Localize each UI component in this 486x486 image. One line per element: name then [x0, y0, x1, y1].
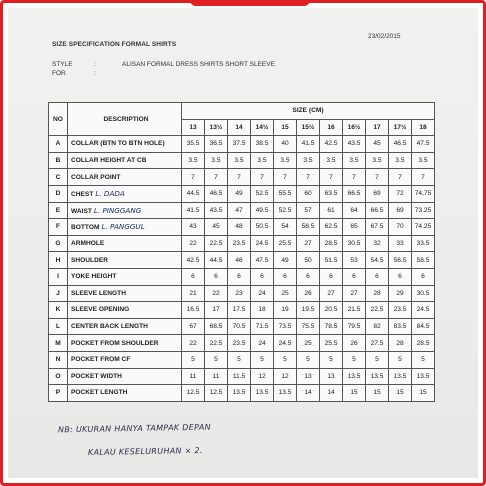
row-letter: M [49, 335, 68, 352]
size-value-cell: 53 [343, 252, 366, 269]
size-value-cell: 3.5 [228, 152, 251, 169]
size-value-cell: 27.5 [366, 335, 389, 352]
size-value-cell: 64 [343, 202, 366, 219]
row-letter: G [49, 235, 68, 252]
size-value-cell: 5 [205, 351, 228, 368]
size-value-cell: 7 [251, 169, 274, 186]
size-value-cell: 73.25 [412, 202, 435, 219]
for-label: FOR [52, 70, 66, 77]
size-value-cell: 46 [228, 252, 251, 269]
row-description [68, 268, 182, 285]
size-value-cell: 11 [205, 368, 228, 385]
row-description [68, 219, 182, 236]
size-value-cell: 22.5 [205, 335, 228, 352]
table-row [49, 152, 435, 169]
size-value-cell: 70 [389, 219, 412, 236]
size-value-cell: 6 [343, 268, 366, 285]
size-value-cell: 61 [320, 202, 343, 219]
row-description [68, 335, 182, 352]
size-value-cell: 11.5 [228, 368, 251, 385]
size-value-cell: 13.5 [366, 368, 389, 385]
size-value-cell: 7 [205, 169, 228, 186]
row-letter: E [49, 202, 68, 219]
for-row [52, 70, 122, 77]
size-value-cell: 19.5 [297, 302, 320, 319]
style-row [52, 61, 275, 68]
size-value-cell: 17 [205, 302, 228, 319]
size-value-cell: 13 [297, 368, 320, 385]
size-value-cell: 5 [297, 351, 320, 368]
size-value-cell: 23.5 [228, 335, 251, 352]
size-value-cell: 52.5 [274, 202, 297, 219]
size-value-cell: 24 [251, 285, 274, 302]
size-value-cell: 6 [251, 268, 274, 285]
size-value-cell: 6 [297, 268, 320, 285]
size-value-cell: 6 [228, 268, 251, 285]
size-value-cell: 13 [320, 368, 343, 385]
size-label: 18 [412, 119, 435, 136]
description-text: ARMHOLE [71, 240, 105, 248]
table-row [49, 252, 435, 269]
size-spec-table [48, 102, 435, 402]
size-value-cell: 45 [205, 219, 228, 236]
size-value-cell: 7 [389, 169, 412, 186]
description-text: SLEEVE OPENING [71, 306, 130, 314]
size-value-cell: 3.5 [343, 152, 366, 169]
size-label: 16 [320, 119, 343, 136]
size-value-cell: 55.5 [274, 185, 297, 202]
size-value-cell: 5 [251, 351, 274, 368]
row-description [68, 285, 182, 302]
row-letter: A [49, 136, 68, 153]
description-text: SLEEVE LENGTH [71, 289, 126, 297]
size-value-cell: 28.5 [412, 335, 435, 352]
handwritten-annotation: L. PANGGUL [101, 222, 145, 232]
size-value-cell: 27 [343, 285, 366, 302]
row-letter: D [49, 185, 68, 202]
table-header-row [49, 103, 435, 120]
description-text: YOKE HEIGHT [71, 273, 117, 281]
size-value-cell: 3.5 [412, 152, 435, 169]
size-value-cell: 5 [412, 351, 435, 368]
size-label: 13 [182, 119, 205, 136]
size-value-cell: 23 [228, 285, 251, 302]
row-letter: I [49, 268, 68, 285]
size-value-cell: 3.5 [205, 152, 228, 169]
size-value-cell: 27 [320, 285, 343, 302]
row-letter: B [49, 152, 68, 169]
description-text: COLLAR HEIGHT AT CB [71, 157, 147, 165]
size-value-cell: 15 [412, 385, 435, 402]
size-value-cell: 6 [274, 268, 297, 285]
size-value-cell: 40 [274, 136, 297, 153]
size-value-cell: 18 [251, 302, 274, 319]
size-value-cell: 5 [389, 351, 412, 368]
table-row [49, 185, 435, 202]
size-value-cell: 15 [343, 385, 366, 402]
size-value-cell: 7 [274, 169, 297, 186]
table-row [49, 285, 435, 302]
size-value-cell: 6 [182, 268, 205, 285]
row-description [68, 136, 182, 153]
handwritten-annotation: L. PINGGANG [93, 205, 142, 215]
table-row [49, 318, 435, 335]
table-row [49, 368, 435, 385]
description-text: SHOULDER [71, 256, 108, 264]
size-value-cell: 13.5 [343, 368, 366, 385]
size-value-cell: 21 [182, 285, 205, 302]
row-letter: F [49, 219, 68, 236]
description-text: POCKET FROM CF [71, 356, 131, 364]
size-value-cell: 20.5 [320, 302, 343, 319]
size-value-cell: 71.5 [251, 318, 274, 335]
size-value-cell: 6 [320, 268, 343, 285]
size-value-cell: 43.5 [343, 136, 366, 153]
row-letter: N [49, 351, 68, 368]
size-value-cell: 42.5 [320, 136, 343, 153]
size-value-cell: 7 [320, 169, 343, 186]
size-value-cell: 79.5 [343, 318, 366, 335]
size-value-cell: 37.5 [228, 136, 251, 153]
size-value-cell: 21.5 [343, 302, 366, 319]
size-value-cell: 46.5 [389, 136, 412, 153]
size-value-cell: 38.5 [251, 136, 274, 153]
style-value: ALISAN FORMAL DRESS SHIRTS SHORT SLEEVE [122, 61, 275, 68]
size-value-cell: 33.5 [412, 235, 435, 252]
size-value-cell: 30.5 [343, 235, 366, 252]
size-value-cell: 28 [366, 285, 389, 302]
size-value-cell: 19 [274, 302, 297, 319]
table-row [49, 335, 435, 352]
size-value-cell: 67 [182, 318, 205, 335]
row-description [68, 185, 182, 202]
size-value-cell: 13.5 [274, 385, 297, 402]
size-label: 17½ [389, 119, 412, 136]
description-text: POCKET WIDTH [71, 372, 122, 380]
size-value-cell: 14 [297, 385, 320, 402]
size-label: 14 [228, 119, 251, 136]
size-value-cell: 29 [389, 285, 412, 302]
size-value-cell: 63.5 [320, 185, 343, 202]
row-description [68, 302, 182, 319]
size-value-cell: 15 [389, 385, 412, 402]
row-letter: J [49, 285, 68, 302]
size-value-cell: 83.5 [389, 318, 412, 335]
row-description [68, 169, 182, 186]
size-value-cell: 16.5 [182, 302, 205, 319]
description-text: COLLAR POINT [71, 173, 121, 181]
size-value-cell: 3.5 [389, 152, 412, 169]
size-value-cell: 58.5 [412, 252, 435, 269]
table-row [49, 136, 435, 153]
document-title: SIZE SPECIFICATION FORMAL SHIRTS [52, 41, 177, 48]
size-value-cell: 51.5 [320, 252, 343, 269]
size-value-cell: 66.5 [366, 202, 389, 219]
table-row [49, 351, 435, 368]
size-value-cell: 3.5 [251, 152, 274, 169]
size-value-cell: 43.5 [205, 202, 228, 219]
handwritten-annotation: L. DADA [95, 189, 125, 199]
size-label: 14½ [251, 119, 274, 136]
size-value-cell: 56.5 [389, 252, 412, 269]
size-value-cell: 13.5 [251, 385, 274, 402]
size-value-cell: 60 [297, 185, 320, 202]
size-value-cell: 45 [366, 136, 389, 153]
size-value-cell: 49.5 [251, 202, 274, 219]
size-value-cell: 84.5 [412, 318, 435, 335]
size-value-cell: 6 [389, 268, 412, 285]
size-value-cell: 7 [228, 169, 251, 186]
row-description [68, 368, 182, 385]
for-colon: : [94, 70, 96, 77]
row-description [68, 385, 182, 402]
table-row [49, 385, 435, 402]
size-value-cell: 47.5 [412, 136, 435, 153]
size-label: 17 [366, 119, 389, 136]
size-value-cell: 24.5 [412, 302, 435, 319]
size-value-cell: 23.5 [228, 235, 251, 252]
size-value-cell: 54 [274, 219, 297, 236]
size-value-cell: 46.5 [205, 185, 228, 202]
size-value-cell: 22.5 [366, 302, 389, 319]
size-value-cell: 47.5 [251, 252, 274, 269]
description-header: DESCRIPTION [68, 103, 182, 136]
size-value-cell: 22 [182, 235, 205, 252]
no-header: NO [49, 103, 68, 136]
row-description [68, 152, 182, 169]
description-text: BOTTOM [71, 224, 100, 232]
size-value-cell: 13.5 [228, 385, 251, 402]
row-letter: H [49, 252, 68, 269]
size-value-cell: 65 [343, 219, 366, 236]
size-value-cell: 41.5 [297, 136, 320, 153]
size-value-cell: 3.5 [320, 152, 343, 169]
size-value-cell: 5 [343, 351, 366, 368]
size-value-cell: 44.5 [182, 185, 205, 202]
style-colon: : [94, 61, 96, 68]
size-value-cell: 22.5 [205, 235, 228, 252]
description-text: POCKET FROM SHOULDER [71, 339, 159, 347]
size-value-cell: 35.5 [182, 136, 205, 153]
size-value-cell: 67.5 [366, 219, 389, 236]
size-value-cell: 24.5 [251, 235, 274, 252]
size-value-cell: 49 [228, 185, 251, 202]
size-value-cell: 72 [389, 185, 412, 202]
description-text: COLLAR (BTN TO BTN HOLE) [71, 140, 165, 148]
table-row [49, 235, 435, 252]
size-value-cell: 24.5 [274, 335, 297, 352]
size-value-cell: 57 [297, 202, 320, 219]
size-label: 13½ [205, 119, 228, 136]
description-text: POCKET LENGTH [71, 389, 128, 397]
size-value-cell: 48 [228, 219, 251, 236]
size-value-cell: 5 [320, 351, 343, 368]
size-value-cell: 17.5 [228, 302, 251, 319]
table-row [49, 169, 435, 186]
size-value-cell: 50.5 [251, 219, 274, 236]
size-value-cell: 74,75 [412, 185, 435, 202]
size-value-cell: 12.5 [182, 385, 205, 402]
size-value-cell: 3.5 [274, 152, 297, 169]
size-value-cell: 41.5 [182, 202, 205, 219]
size-value-cell: 26 [297, 285, 320, 302]
size-value-cell: 3.5 [297, 152, 320, 169]
frame-tab [190, 0, 310, 6]
size-value-cell: 62.5 [320, 219, 343, 236]
size-value-cell: 25 [297, 335, 320, 352]
size-value-cell: 32 [366, 235, 389, 252]
size-value-cell: 13.5 [412, 368, 435, 385]
size-value-cell: 6 [366, 268, 389, 285]
row-letter: O [49, 368, 68, 385]
size-value-cell: 43 [182, 219, 205, 236]
size-value-cell: 7 [412, 169, 435, 186]
size-value-cell: 33 [389, 235, 412, 252]
row-description [68, 252, 182, 269]
size-value-cell: 24 [251, 335, 274, 352]
size-value-cell: 49 [274, 252, 297, 269]
size-value-cell: 25.5 [320, 335, 343, 352]
size-value-cell: 25.5 [274, 235, 297, 252]
size-value-cell: 12 [251, 368, 274, 385]
size-value-cell: 52.5 [251, 185, 274, 202]
row-description [68, 318, 182, 335]
size-label: 15½ [297, 119, 320, 136]
size-value-cell: 36.5 [205, 136, 228, 153]
size-value-cell: 42.5 [182, 252, 205, 269]
size-value-cell: 82 [366, 318, 389, 335]
size-value-cell: 6 [412, 268, 435, 285]
size-value-cell: 26 [343, 335, 366, 352]
size-value-cell: 30.5 [412, 285, 435, 302]
size-header: SIZE (CM) [182, 103, 435, 120]
size-value-cell: 70.5 [228, 318, 251, 335]
row-letter: P [49, 385, 68, 402]
handwritten-note-1: NB: UKURAN HANYA TAMPAK DEPAN [57, 422, 211, 435]
size-value-cell: 68.5 [205, 318, 228, 335]
size-value-cell: 23.5 [389, 302, 412, 319]
size-value-cell: 12 [274, 368, 297, 385]
description-text: CHEST [71, 191, 94, 199]
size-value-cell: 6 [205, 268, 228, 285]
size-label: 15 [274, 119, 297, 136]
row-letter: C [49, 169, 68, 186]
size-value-cell: 73.5 [274, 318, 297, 335]
document-date: 23/02/2015 [368, 33, 401, 40]
size-value-cell: 22 [205, 285, 228, 302]
size-value-cell: 50 [297, 252, 320, 269]
table-row [49, 202, 435, 219]
style-label: STYLE [52, 61, 73, 68]
size-label: 16½ [343, 119, 366, 136]
size-value-cell: 28.5 [320, 235, 343, 252]
row-letter: K [49, 302, 68, 319]
table-row [49, 302, 435, 319]
description-text: CENTER BACK LENGTH [71, 323, 148, 331]
size-value-cell: 69 [389, 202, 412, 219]
size-value-cell: 44.5 [205, 252, 228, 269]
size-value-cell: 22 [182, 335, 205, 352]
size-value-cell: 15 [366, 385, 389, 402]
size-value-cell: 58.5 [297, 219, 320, 236]
size-value-cell: 78.5 [320, 318, 343, 335]
size-value-cell: 54.5 [366, 252, 389, 269]
size-value-cell: 14 [320, 385, 343, 402]
size-value-cell: 7 [343, 169, 366, 186]
size-value-cell: 7 [297, 169, 320, 186]
row-description [68, 235, 182, 252]
description-text: WAIST [71, 207, 92, 215]
row-description [68, 351, 182, 368]
table-row [49, 219, 435, 236]
size-value-cell: 74.25 [412, 219, 435, 236]
size-value-cell: 75.5 [297, 318, 320, 335]
size-value-cell: 13.5 [389, 368, 412, 385]
size-value-cell: 11 [182, 368, 205, 385]
size-value-cell: 25 [274, 285, 297, 302]
size-value-cell: 5 [182, 351, 205, 368]
row-description [68, 202, 182, 219]
size-value-cell: 7 [182, 169, 205, 186]
size-value-cell: 47 [228, 202, 251, 219]
handwritten-note-2: KALAU KESELURUHAN × 2. [87, 445, 203, 458]
size-value-cell: 7 [366, 169, 389, 186]
size-value-cell: 69 [366, 185, 389, 202]
size-value-cell: 66.5 [343, 185, 366, 202]
size-value-cell: 28 [389, 335, 412, 352]
row-letter: L [49, 318, 68, 335]
size-value-cell: 27 [297, 235, 320, 252]
size-value-cell: 12.5 [205, 385, 228, 402]
size-value-cell: 5 [366, 351, 389, 368]
size-value-cell: 5 [274, 351, 297, 368]
size-value-cell: 3.5 [366, 152, 389, 169]
size-value-cell: 3.5 [182, 152, 205, 169]
size-value-cell: 5 [228, 351, 251, 368]
table-row [49, 268, 435, 285]
